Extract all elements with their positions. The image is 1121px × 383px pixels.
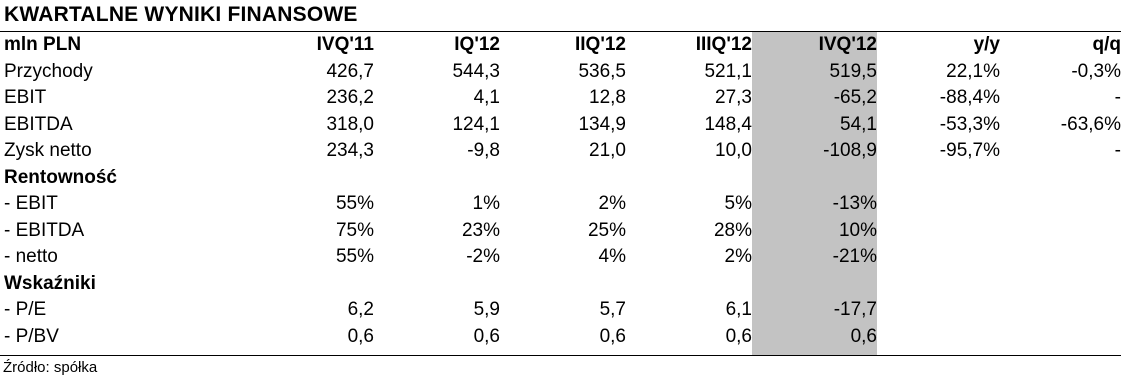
table-row: [0, 218, 1121, 245]
table-row: [0, 112, 1121, 139]
bottom-border-line: [0, 355, 1121, 356]
table-cell: [877, 218, 1000, 245]
table-cell: 0,6: [725, 325, 752, 347]
table-cell: [877, 165, 1000, 192]
table-row: [0, 324, 1121, 351]
row-label: - EBITDA: [4, 219, 85, 241]
table-cell: 124,1: [452, 113, 500, 135]
table-cell: [877, 297, 1000, 324]
table-cell: -: [1114, 140, 1121, 162]
table-cell: IIQ'12: [575, 34, 626, 56]
table-cell: [374, 271, 500, 298]
row-label: Rentowność: [4, 166, 117, 188]
table-cell: 519,5: [829, 60, 877, 82]
table-cell: IQ'12: [454, 34, 500, 56]
table-cell: -9,8: [467, 140, 500, 162]
table-row: [0, 244, 1121, 271]
table-cell: 10,0: [715, 140, 752, 162]
table-cell: 75%: [335, 219, 374, 241]
table-title: KWARTALNE WYNIKI FINANSOWE: [4, 3, 358, 26]
table-cell: 544,3: [452, 60, 500, 82]
table-cell: [1000, 271, 1121, 298]
table-cell: [1000, 191, 1121, 218]
table-cell: [877, 271, 1000, 298]
table-cell: -21%: [832, 246, 877, 268]
row-label: - P/BV: [4, 325, 59, 347]
table-cell: -88,4%: [939, 87, 1000, 109]
table-cell: 148,4: [704, 113, 752, 135]
row-label: - EBIT: [4, 193, 58, 215]
table-cell: -63,6%: [1060, 113, 1121, 135]
table-cell: -0,3%: [1071, 60, 1121, 82]
table-cell: 4,1: [473, 87, 500, 109]
source-note: Źródło: spółka: [3, 359, 98, 376]
row-label: Przychody: [4, 60, 93, 82]
table-cell: 4%: [598, 246, 626, 268]
table-cell: 0,6: [850, 325, 877, 347]
table-cell: -95,7%: [939, 140, 1000, 162]
table-row: [0, 59, 1121, 86]
table-cell: -53,3%: [939, 113, 1000, 135]
table-cell: 0,6: [599, 325, 626, 347]
table-cell: IVQ'11: [316, 34, 374, 56]
table-cell: [877, 324, 1000, 351]
section-row: [0, 271, 1121, 298]
row-label: EBITDA: [4, 113, 73, 135]
table-cell: -13%: [832, 193, 877, 215]
table-cell: [1000, 218, 1121, 245]
table-cell: 318,0: [326, 113, 374, 135]
row-label: Wskaźniki: [4, 272, 96, 294]
row-label: EBIT: [4, 87, 47, 109]
table-cell: q/q: [1092, 34, 1121, 56]
table-cell: -65,2: [833, 87, 877, 109]
section-row: [0, 165, 1121, 192]
table-cell: 12,8: [589, 87, 626, 109]
table-cell: 21,0: [589, 140, 626, 162]
table-cell: [200, 271, 374, 298]
row-label: mln PLN: [4, 34, 82, 56]
table-cell: 2%: [724, 246, 752, 268]
table-cell: 10%: [838, 219, 877, 241]
financial-results-table: [0, 32, 1121, 350]
table-cell: [752, 165, 877, 192]
table-cell: 54,1: [840, 113, 877, 135]
table-cell: -: [1114, 87, 1121, 109]
table-cell: 234,3: [326, 140, 374, 162]
table-cell: 521,1: [704, 60, 752, 82]
table-cell: [1000, 165, 1121, 192]
table-cell: 27,3: [715, 87, 752, 109]
row-label: - netto: [4, 246, 58, 268]
table-cell: 28%: [713, 219, 752, 241]
table-cell: [200, 165, 374, 192]
table-cell: IVQ'12: [818, 34, 877, 56]
table-cell: 5%: [724, 193, 752, 215]
table-cell: [500, 271, 626, 298]
table-cell: 6,2: [347, 299, 374, 321]
table-cell: [626, 165, 752, 192]
table-cell: [877, 191, 1000, 218]
table-cell: 0,6: [473, 325, 500, 347]
table-cell: [1000, 244, 1121, 271]
table-cell: -108,9: [823, 140, 877, 162]
table-cell: 5,9: [473, 299, 500, 321]
table-cell: 0,6: [347, 325, 374, 347]
table-cell: [500, 165, 626, 192]
header-row: [0, 32, 1121, 59]
table-cell: 426,7: [326, 60, 374, 82]
table-cell: 6,1: [725, 299, 752, 321]
table-cell: 55%: [335, 193, 374, 215]
table-cell: 25%: [587, 219, 626, 241]
table-body: [0, 32, 1121, 350]
table-cell: 2%: [598, 193, 626, 215]
table-cell: 134,9: [578, 113, 626, 135]
table-cell: 55%: [335, 246, 374, 268]
table-cell: [752, 271, 877, 298]
table-row: [0, 138, 1121, 165]
table-cell: [374, 165, 500, 192]
table-cell: -2%: [466, 246, 500, 268]
table-cell: 22,1%: [946, 60, 1000, 82]
table-cell: 5,7: [599, 299, 626, 321]
table-row: [0, 85, 1121, 112]
table-cell: -17,7: [833, 299, 877, 321]
table-cell: [1000, 297, 1121, 324]
table-cell: [877, 244, 1000, 271]
table-cell: 23%: [461, 219, 500, 241]
row-label: Zysk netto: [4, 140, 92, 162]
table-cell: IIIQ'12: [695, 34, 752, 56]
table-cell: 236,2: [326, 87, 374, 109]
table-cell: y/y: [973, 34, 1000, 56]
table-cell: 1%: [472, 193, 500, 215]
row-label: - P/E: [4, 299, 47, 321]
table-cell: [1000, 324, 1121, 351]
table-row: [0, 191, 1121, 218]
table-cell: 536,5: [578, 60, 626, 82]
table-row: [0, 297, 1121, 324]
table-cell: [626, 271, 752, 298]
